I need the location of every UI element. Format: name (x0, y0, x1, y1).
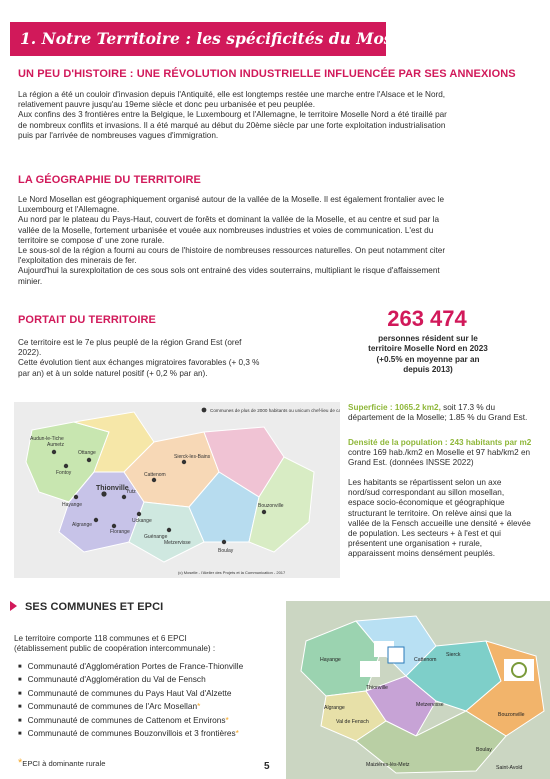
map2-label: Hayange (320, 657, 341, 663)
superficie-text: Superficie : 1065.2 km2, soit 17.3 % du département de la Moselle; 1.85 % du Grand Est. (348, 403, 528, 423)
map2-label: Algrange (324, 705, 345, 711)
rural-star-icon: * (235, 728, 239, 739)
epci-list (18, 660, 243, 740)
map1-label: Algrange (72, 522, 93, 528)
list-item: ■ Communauté de communes de l'Arc Mosellan* (18, 700, 243, 713)
map1-label: Aumetz (47, 442, 64, 448)
map1-label: Ottange (78, 450, 96, 456)
territory-map-svg (14, 402, 340, 578)
rural-star-icon: * (18, 757, 23, 769)
list-item: ■ Communauté de communes Bouzonvillois et 3 frontières* (18, 727, 243, 740)
map1-credit: (c) Moselle - l'Atelier des Projets et la Communication - 2017 (178, 570, 286, 575)
population-number: 263 474 (387, 306, 467, 331)
list-item: ■ Communauté de communes du Pays Haut Val d'Alzette (18, 687, 243, 700)
map1-label: Audun-le-Tiche (30, 436, 64, 442)
map1-label: Boulay (218, 548, 234, 554)
rural-star-icon: * (197, 701, 201, 712)
map1-label: Hayange (62, 502, 83, 508)
map2-label: Metzervisse (416, 702, 444, 708)
map1-label: Florange (110, 529, 130, 535)
list-item: ■ Communauté d'Agglomération du Val de Fensch (18, 673, 243, 686)
page-banner: 1. Notre Territoire : les spécificités du Moselle Nord (10, 22, 386, 56)
map1-label: Fontoy (56, 470, 72, 476)
map1-label: Guénange (144, 534, 168, 540)
list-item: ■ Communauté d'Agglomération Portes de France-Thionville (18, 660, 243, 673)
section-arrow-icon (10, 601, 17, 611)
map2-label: Bouzonville (498, 712, 525, 718)
map1-label: Sierck-les-Bains (174, 454, 211, 460)
geographie-heading: LA GÉOGRAPHIE DU TERRITOIRE (18, 174, 201, 186)
histoire-text: La région a été un couloir d'invasion depuis l'Antiquité, elle est longtemps restée une marche entre l'Alsace et le Nord, relativement pauvre jusqu'au 19eme siècle et donc peu urbanisée et peu peuplée. Aux confins des 3 frontières entre la Belgique, le Luxembourg et l'Allemagne, le territoire Moselle Nord a été tiraillé par de nombreux conflits et invasions. Il a été marqué au début du 20ème siècle par une forte exploitation industrialisation puis par l'arrivée de nombreuses vagues d'immigration. (18, 90, 447, 140)
map1-label: Yutz (126, 489, 136, 495)
map1-legend: Communes de plus de 2000 habitants ou unicum chef-lieu de canton (210, 408, 340, 413)
histoire-heading: UN PEU D'HISTOIRE : UNE RÉVOLUTION INDUSTRIELLE INFLUENCÉE PAR SES ANNEXIONS (18, 68, 516, 80)
page-number: 5 (264, 761, 270, 772)
epci-map-svg (286, 601, 550, 779)
map2-label: Cattenom (414, 657, 437, 663)
population-caption: personnes résident sur le territoire Moselle Nord en 2023 (+0.5% en moyenne par an depuis 2013) (368, 334, 488, 375)
epci-map (286, 601, 550, 779)
rural-star-icon: * (225, 714, 229, 725)
communes-heading: SES COMMUNES ET EPCI (10, 601, 163, 613)
portrait-heading: PORTAIT DU TERRITOIRE (18, 314, 156, 326)
portrait-text: Ce territoire est le 7e plus peuplé de la région Grand Est (oref 2022). Cette évolution tient aux échanges migratoires favorables (+ 0,3 % par an) et à un solde naturel positif (+ 0,2 % par an). (18, 338, 260, 378)
map2-label: Thionville (366, 685, 388, 691)
densite-text: Densité de la population : 243 habitants par m2 contre 169 hab./km2 en Moselle et 97 hab/km2 en Grand Est. (données INSSE 2022) (348, 438, 532, 468)
map1-label: Bouzonville (258, 503, 284, 509)
map1-label: Metzervisse (164, 540, 191, 546)
list-item: ■ Communauté de communes de Cattenom et Environs* (18, 714, 243, 727)
map2-label: Maizières-lès-Metz (366, 762, 410, 768)
map1-label: Thionville (96, 485, 129, 492)
territory-map (14, 402, 340, 578)
map2-label: Saint-Avold (496, 765, 523, 771)
map2-label: Val de Fensch (336, 719, 369, 725)
geographie-text: Le Nord Mosellan est géographiquement organisé autour de la vallée de la Moselle. Il est également frontalier avec le Luxembourg et l'Allemagne. Au nord par le plateau du Pays-Haut, couvert de forêts et dominant la vallée de la Moselle, et au centre et sud par la vallée de la Moselle, fortement urbanisée et vouée aux nombreuses industries et voies de communication. L'est du territoire se compose d' une zone rurale. Le sous-sol de la région a fourni au cours de l'histoire de nombreuses ressources naturelles. On peut notamment citer l'exploitation des minerais de fer. Aujourd'hui la surexploitation de ces sous sols ont entrainé des vides souterrains, multipliant le risque d'affaissement minier. (18, 195, 446, 286)
map1-label: Uckange (132, 518, 152, 524)
footnote: *EPCI à dominante rurale (18, 757, 106, 769)
map1-label: Cattenom (144, 472, 166, 478)
communes-intro: Le territoire comporte 118 communes et 6 EPCI (établissement public de coopération intercommunale) : (14, 634, 216, 654)
map2-label: Sierck (446, 652, 461, 658)
habitants-text: Les habitants se répartissent selon un axe nord/sud correspondant au sillon mosellan, espace socio-économique et géographique structurant le territoire. On relève ainsi que la vallée de la Fensch accueille une densité + élevée de population. Les secteurs + à l'est et qui présentent une organisation + rurale, apparaissent moins densément peuplés. (348, 478, 531, 559)
map2-label: Boulay (476, 747, 492, 753)
